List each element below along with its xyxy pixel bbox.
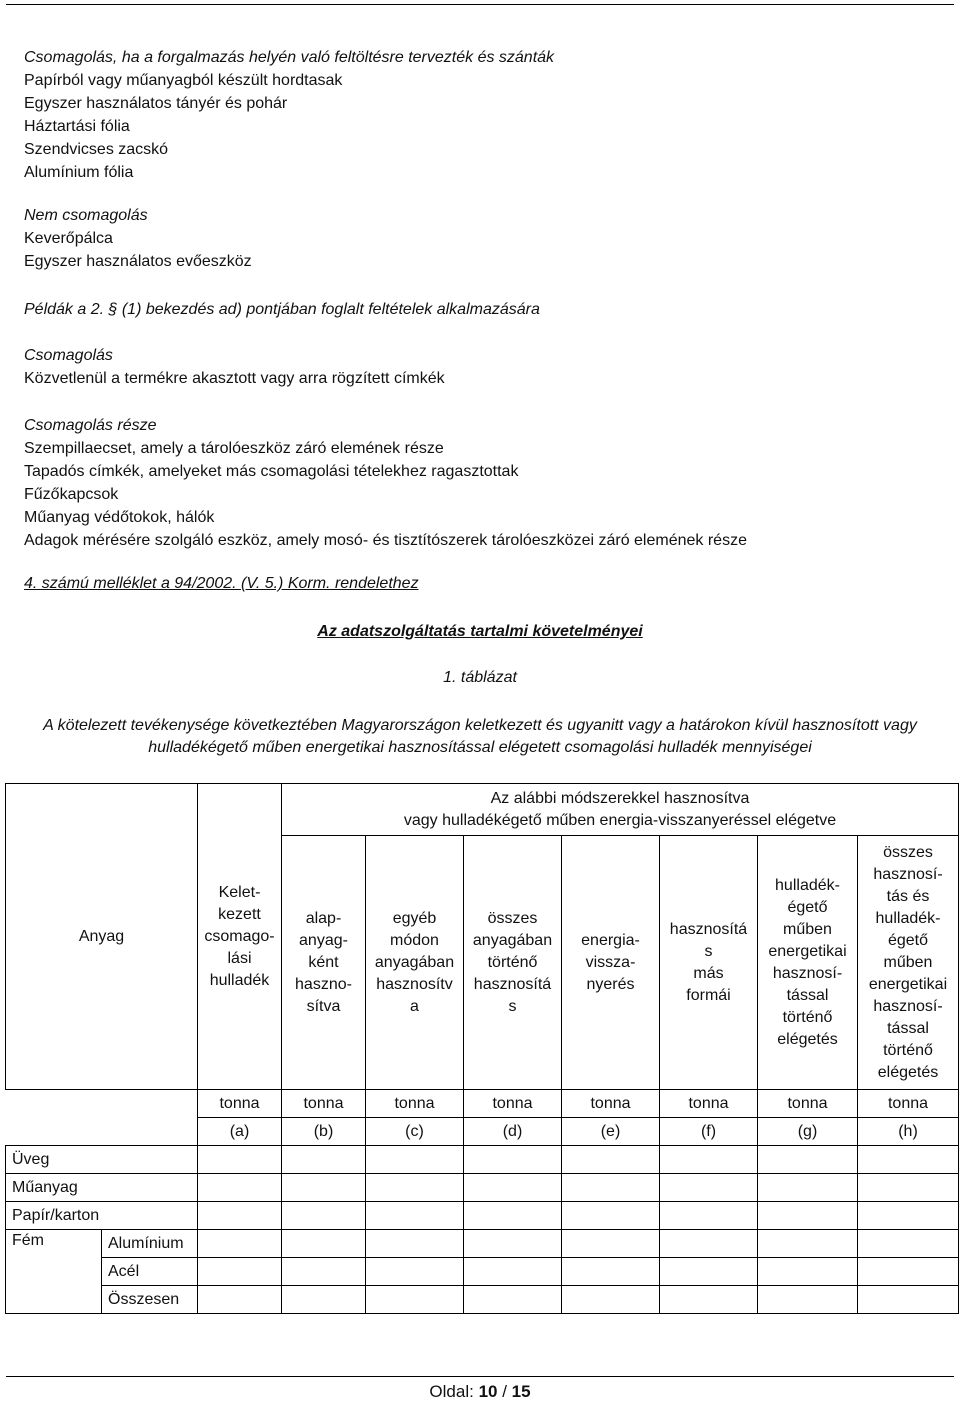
code-cell: (f) (660, 1118, 758, 1146)
row-label-total: Összesen (102, 1286, 198, 1314)
row-label-metal: Fém (6, 1230, 102, 1314)
row-label-steel: Acél (102, 1258, 198, 1286)
lines-b-line: Nem csomagolás (24, 207, 148, 224)
page-total: 15 (511, 1382, 531, 1401)
lines-a-line: Egyszer használatos tányér és pohár (24, 95, 288, 112)
unit-cell: tonna (198, 1090, 282, 1118)
row-label-aluminium: Alumínium (102, 1230, 198, 1258)
lines-d-line: Adagok mérésére szolgáló eszköz, amely mosó- és tisztítószerek tárolóeszközei záró elemének része (24, 532, 747, 549)
footer-rule (6, 1376, 954, 1377)
material-header: Anyag (6, 784, 198, 1090)
lines-a-line: Szendvicses zacskó (24, 141, 169, 158)
method-header-g: hulladék- égető műben energetikai hasznosí- tással történő elégetés (758, 836, 858, 1090)
unit-cell: tonna (366, 1090, 464, 1118)
example-heading-line: Példák a 2. § (1) bekezdés ad) pontjában foglalt feltételek alkalmazására (24, 301, 540, 318)
lines-d-line: Fűzőkapcsok (24, 486, 119, 503)
unit-cell: tonna (282, 1090, 366, 1118)
lines-d-line: Műanyag védőtokok, hálók (24, 509, 215, 526)
code-cell: (b) (282, 1118, 366, 1146)
lines-c-line: Közvetlenül a termékre akasztott vagy arra rögzített címkék (24, 370, 445, 387)
row-label-paper: Papír/karton (6, 1202, 198, 1230)
table-caption-line-2: hulladékégető műben energetikai hasznosítással elégetett csomagolási hulladék mennyiségei (148, 739, 812, 756)
lines-b-line: Egyszer használatos evőeszköz (24, 253, 252, 270)
row-label-glass: Üveg (6, 1146, 198, 1174)
table-label: 1. táblázat (443, 669, 517, 686)
code-cell: (d) (464, 1118, 562, 1146)
lines-a-line: Alumínium fólia (24, 164, 134, 181)
unit-cell: tonna (660, 1090, 758, 1118)
lines-a-line: Csomagolás, ha a forgalmazás helyén való feltöltésre tervezték és szánták (24, 49, 555, 66)
unit-cell: tonna (464, 1090, 562, 1118)
page-footer: Oldal: 10 / 15 (429, 1382, 531, 1401)
data-table (5, 783, 959, 1314)
method-header-b: alap- anyag- ként haszno- sítva (282, 836, 366, 1090)
code-cell: (g) (758, 1118, 858, 1146)
table-caption-line-1: A kötelezett tevékenysége következtében Magyarországon keletkezett és ugyanitt vagy a határokon kívül hasznosított vagy (43, 717, 917, 734)
annex-title: 4. számú melléklet a 94/2002. (V. 5.) Korm. rendelethez (24, 575, 419, 592)
unit-cell: tonna (758, 1090, 858, 1118)
blank-cell (6, 1090, 198, 1146)
method-header-e: energia- vissza- nyerés (562, 836, 660, 1090)
lines-a-line: Háztartási fólia (24, 118, 130, 135)
method-group-header: Az alábbi módszerekkel hasznosítva vagy hulladékégető műben energia-visszanyeréssel elégetve (282, 784, 959, 836)
unit-cell: tonna (562, 1090, 660, 1118)
lines-d-line: Szempillaecset, amely a tárolóeszköz záró elemének része (24, 440, 444, 457)
code-cell: (e) (562, 1118, 660, 1146)
generated-header: Kelet- kezett csomago- lási hulladék (198, 784, 282, 1090)
lines-d-line: Csomagolás része (24, 417, 157, 434)
unit-cell: tonna (858, 1090, 959, 1118)
header-rule (6, 4, 954, 5)
method-header-d: összes anyagában történő hasznosítá s (464, 836, 562, 1090)
code-cell: (a) (198, 1118, 282, 1146)
method-header-c: egyéb módon anyagában hasznosítv a (366, 836, 464, 1090)
section-title: Az adatszolgáltatás tartalmi követelményei (317, 623, 643, 640)
lines-d-line: Tapadós címkék, amelyeket más csomagolási tételekhez ragasztottak (24, 463, 519, 480)
lines-c-line: Csomagolás (24, 347, 113, 364)
row-label-plastic: Műanyag (6, 1174, 198, 1202)
lines-b-line: Keverőpálca (24, 230, 113, 247)
lines-a-line: Papírból vagy műanyagból készült hordtasak (24, 72, 343, 89)
code-cell: (c) (366, 1118, 464, 1146)
method-header-h: összes hasznosí- tás és hulladék- égető műben energetikai hasznosí- tással történő elégetés (858, 836, 959, 1090)
method-header-f: hasznosítá s más formái (660, 836, 758, 1090)
code-cell: (h) (858, 1118, 959, 1146)
page-number: 10 (478, 1382, 498, 1401)
